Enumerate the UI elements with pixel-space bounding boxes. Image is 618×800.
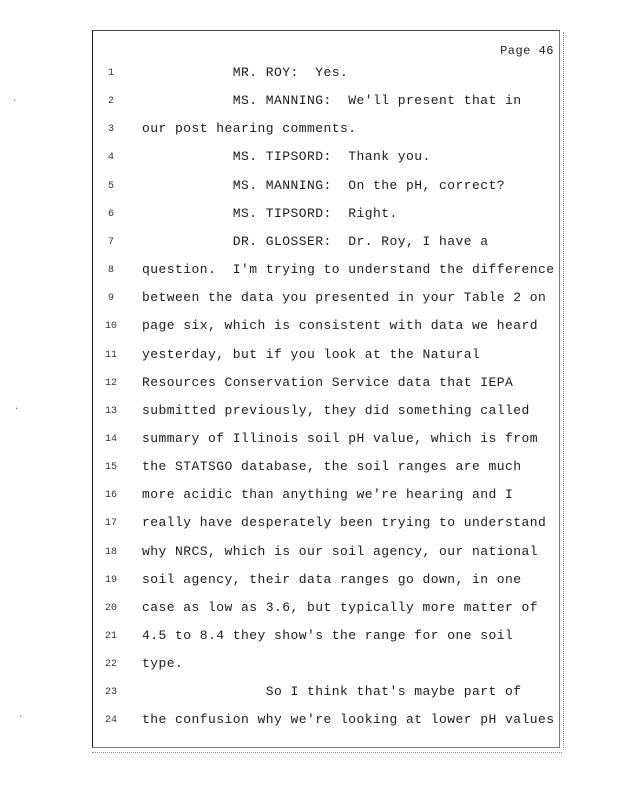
line-number: 18 [104,546,117,558]
page-number: Page 46 [500,44,554,58]
transcript-line: the confusion why we're looking at lower pH values [142,712,555,728]
line-number: 13 [104,405,117,417]
line-number: 7 [107,236,114,248]
line-number: 9 [107,293,114,305]
line-number: 16 [104,490,117,502]
transcript-line: the STATSGO database, the soil ranges are much [142,459,522,475]
right-margin-rule [563,32,565,750]
line-number: 3 [107,124,114,136]
transcript-line: 4.5 to 8.4 they show's the range for one soil [142,628,514,643]
transcript-line: Resources Conservation Service data that IEPA [142,374,514,390]
transcript-line: question. I'm trying to understand the difference [142,262,555,278]
transcript-line: MS. TIPSORD: Right. [142,205,398,221]
transcript-line: MS. MANNING: On the pH, correct? [142,177,506,193]
line-number: 4 [107,152,114,164]
line-number: 15 [104,462,117,474]
transcript-line: our post hearing comments. [142,121,357,137]
transcript-line: MR. ROY: Yes. [142,65,349,80]
line-number: 5 [107,180,114,192]
transcript-line: yesterday, but if you look at the Natural [142,346,481,362]
scan-speck: · [12,96,18,106]
transcript-line: between the data you presented in your Table 2 on [142,290,547,306]
line-number: 21 [104,631,117,642]
bottom-margin-rule [92,752,562,754]
line-number: 17 [104,518,117,530]
transcript-line: DR. GLOSSER: Dr. Roy, I have a [142,233,489,249]
line-number: 11 [104,349,117,361]
transcript-line: page six, which is consistent with data we heard [142,318,539,334]
line-number: 12 [104,377,117,389]
line-number: 1 [107,68,114,79]
transcript-line: more acidic than anything we're hearing and I [142,487,514,503]
line-number: 6 [107,208,114,220]
scan-speck: · [18,712,24,722]
transcript-line: MS. TIPSORD: Thank you. [142,149,431,165]
line-number: 24 [104,715,117,727]
line-number: 19 [104,574,117,586]
transcript-line: soil agency, their data ranges go down, in one [142,571,522,587]
transcript-line: submitted previously, they did something called [142,402,530,418]
transcript-line: MS. MANNING: We'll present that in [142,93,522,109]
line-number: 22 [104,659,117,671]
transcript-line: summary of Illinois soil pH value, which is from [142,430,539,446]
transcript-line: case as low as 3.6, but typically more matter of [142,599,539,615]
line-number: 23 [104,687,117,699]
transcript-line: really have desperately been trying to understand [142,515,547,531]
transcript-line: So I think that's maybe part of [142,684,522,700]
line-number: 14 [104,433,117,445]
line-number: 10 [104,321,117,333]
scan-speck: · [14,404,20,414]
line-number: 8 [107,265,114,277]
line-number: 20 [104,602,117,614]
line-number: 2 [107,96,114,108]
transcript-line: why NRCS, which is our soil agency, our national [142,543,539,559]
transcript-line: type. [142,656,184,672]
